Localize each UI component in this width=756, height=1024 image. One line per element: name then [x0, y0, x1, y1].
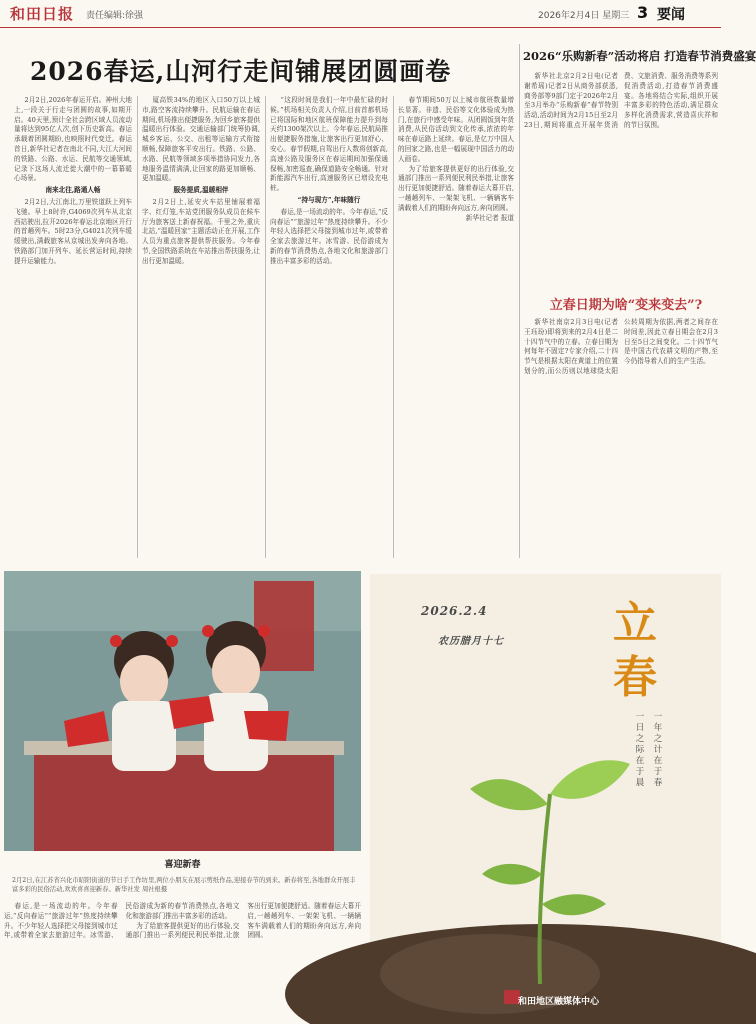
article-subheading: “持与现方”,年味随行 — [297, 195, 361, 204]
article-subheading: 服务提质,温暖相伴 — [173, 186, 229, 195]
article-byline: 新华社记者 报道 — [465, 213, 514, 222]
main-headline: 2026春运,山河行走间铺展团圆画卷 — [30, 57, 452, 86]
lichun-poster — [370, 574, 721, 1020]
issue-date: 2026年2月4日 星期三 — [538, 11, 630, 21]
editor-credit: 责任编辑:徐强 — [86, 11, 144, 21]
poster-logo-text: 和田地区融媒体中心 — [518, 997, 600, 1007]
article-paragraph: 新华社北京2月2日电(记者 谢希瑶)记者2日从商务部获悉,商务部等9部门定于2026年2月至3月举办“乐购新春”春节特别活动,活动时间为2月15日至2月23日,期间将重点开展年货消费、文旅消费、服务消费等系列促消费活动,打造春节消费盛宴。各地将结合实际,组织开展丰富多彩的特色活动,满足群众多样化消费需求,营造喜庆祥和的节日氛围。 — [524, 72, 718, 129]
article-subheading: 南来北往,路通人畅 — [45, 186, 101, 195]
article-paragraph: 为了给旅客提供更好的出行体验,交通部门推出一系列便民利民举措,让旅客出行更加便捷舒适。随着春运大幕开启,一趟趟列车、一架架飞机、一辆辆客车满载着人们的期盼奔向远方,奔向团圆。 — [398, 164, 514, 212]
article-paragraph: 为了给旅客提供更好的出行体验,交通部门推出一系列便民利民举措,让旅客出行更加便捷舒适。随着春运大幕开启,一趟趟列车、一架架飞机、一辆辆客车满载着人们的期盼奔向远方,奔向团圆。 — [125, 902, 361, 940]
article-column-4 — [398, 96, 514, 558]
sidebar-headline-2: 立春日期为啥“变来变去”? — [549, 298, 703, 313]
sidebar-article-2 — [524, 318, 718, 558]
sprout-illustration — [370, 574, 721, 1020]
page-number: 3 — [637, 3, 649, 22]
article-paragraph: 春运,是一场流动的年。今年春运,“反向春运”“旅游过年”热度持续攀升。不少年轻人选择把父母接到城市过年,或带着全家去旅游过年。冰雪游、民俗游成为新的春节消费热点,各地文化和旅游部门推出丰富多彩的活动。 — [4, 902, 240, 940]
column-divider — [137, 96, 138, 558]
column-divider — [265, 96, 266, 558]
photo-caption: 2月2日,在江苏省兴化市昭阳街道的节日手工作坊里,两位小朋友在展示剪纸作品,迎接春节的到来。新春将至,各地群众开展丰富多彩的民俗活动,欢欢喜喜迎新春。新华社发 周社根摄 — [12, 877, 356, 893]
article-column-1 — [14, 96, 132, 558]
poster-vertical-text-2: 一日之际在于晨 — [635, 712, 645, 788]
poster-vertical-text-1: 一年之计在于春 — [653, 712, 663, 788]
poster-solar-term: 立春 — [613, 598, 657, 703]
article-paragraph: 2月2日,2026年春运开启。神州大地上,一段关于行走与团圆的故事,如期开启。40天里,预计全社会跨区域人员流动量将达到95亿人次,创下历史新高。春运承载着团圆期盼,也映照时代变迁。春运首日,新华社记者在南北不同,大江大河间的铁路、公路、水运、民航等交通领域,记录下这场人流迁徙大潮中的一幕幕暖心场景。 — [14, 96, 132, 183]
article-paragraph: “这段时间是我们一年中最忙碌的时候。”机场相关负责人介绍,目前首都机场已将国际和地区航班保障能力提升到每天约1300架次以上。今年春运,民航局推出便捷服务措施,让旅客出行更加舒心、安心。春节假期,自驾出行人数将创新高,高速公路及服务区在春运期间加强保通保畅,加密巡查,确保道路安全畅通。针对新能源汽车出行,高速服务区已增设充电桩。 — [270, 96, 388, 193]
bottom-article — [4, 902, 361, 1020]
masthead — [0, 0, 721, 28]
children-paper-cutting-illustration — [4, 571, 361, 851]
sidebar-article-1 — [524, 72, 718, 286]
section-name: 要闻 — [657, 7, 685, 23]
article-column-2 — [142, 96, 260, 558]
article-paragraph: 春节期间50万以上城市航班数量增长显著。非遗、民俗等文化体验成为热门,在旅行中感受年味。从团圆饭到年货消费,从民俗活动到文化传承,浓浓的年味在春运路上延续。春运,是亿万中国人的回家之路,也是一幅展现中国活力的动人画卷。 — [398, 96, 514, 163]
poster-lunar-date: 农历腊月十七 — [438, 636, 504, 647]
article-paragraph: 2月2日上,延安火车站里铺展着福字、红灯笼,车站党团服务队成员在候车厅为旅客送上新春祝福。千里之外,重庆北站,“温暖回家”主题活动正在开展,工作人员为重点旅客提供帮扶服务。今年春节,全国铁路系统在车站推出帮扶服务,让出行更加温暖。 — [142, 197, 260, 265]
column-divider — [393, 96, 394, 558]
article-paragraph: 厦高铁34%的地区入口50万以上城市,路空客流持续攀升。民航运输在春运期间,机场推出便捷服务,为回乡旅客提供温暖出行体验。交通运输部门统筹协调,城乡客运、公交、出租等运输方式衔接顺畅,保障旅客平安出行。铁路、公路、水路、民航等领域多项举措协同发力,各地服务温情满满,让回家的路更加顺畅、更加温暖。 — [142, 96, 260, 183]
sidebar-headline-1: 2026“乐购新春”活动将启 打造春节消费盛宴 — [523, 49, 756, 63]
article-paragraph: 新华社南京2月3日电(记者 王珏玢)即将到来的2月4日是二十四节气中的立春。立春日期为何每年不固定?专家介绍,二十四节气是根据太阳在黄道上的位置划分的,而公历则以地球绕太阳公转周期为依据,两者之间存在时间差,因此立春日期会在2月3日至5日之间变化。二十四节气是中国古代农耕文明的产物,至今仍指导着人们的生产生活。 — [524, 318, 718, 375]
article-paragraph: 春运,是一场流动的年。今年春运,“反向春运”“旅游过年”热度持续攀升。不少年轻人选择把父母接到城市过年,或带着全家去旅游过年。冰雪游、民俗游成为新的春节消费热点,各地文化和旅游部门推出丰富多彩的活动。 — [270, 207, 388, 265]
photo-title: 喜迎新春 — [164, 860, 201, 870]
news-photo — [4, 571, 361, 851]
article-paragraph: 2月2日,大江南北,万里铁道跃上列车飞驰。早上8时许,G4069次列车从北京西站驶出,拉开2026年春运北京地区开行的首趟列车。5时23分,G4021次列车缓缓驶出,满载旅客从京城出发奔向各地。铁路部门加开列车、延长营运时间,持续提升运输能力。 — [14, 197, 132, 265]
sidebar-divider — [519, 44, 520, 558]
poster-date: 2026.2.4 — [421, 604, 488, 618]
article-column-3 — [270, 96, 388, 558]
paper-logo: 和田日报 — [10, 5, 75, 23]
